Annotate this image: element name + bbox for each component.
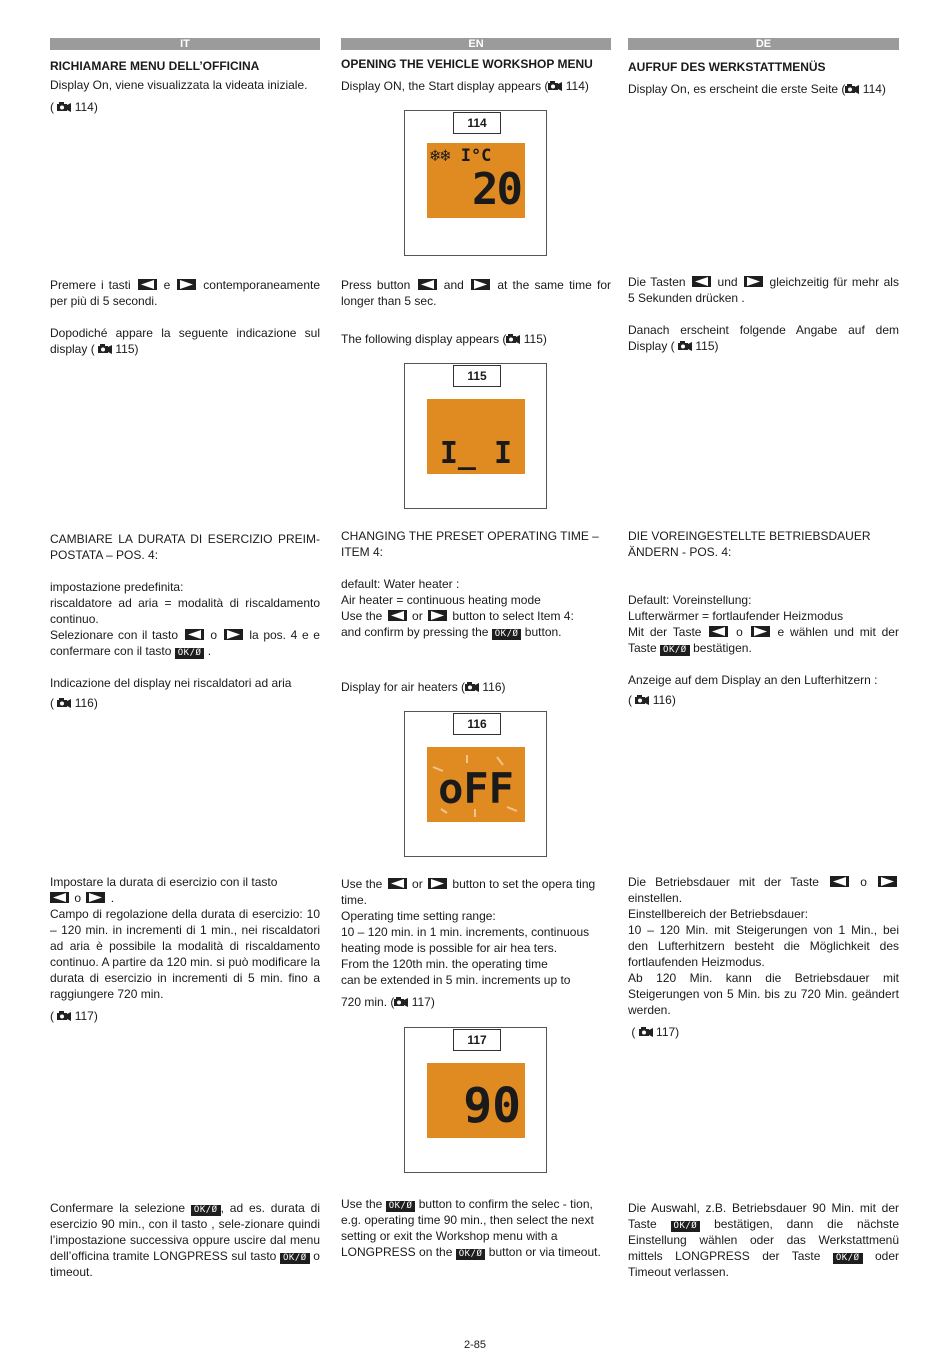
lcd-display [427, 747, 525, 822]
ok-key-icon: OK/Ø [492, 629, 522, 640]
it-ref-line [50, 99, 320, 115]
it-text-a: Premere i tasti [50, 278, 131, 292]
en-text-c: button to set the opera ting time. [341, 877, 596, 907]
left-arrow-key-icon [185, 629, 204, 640]
it-ref-open: ( [50, 696, 54, 710]
en-text [341, 608, 611, 624]
camera-icon [506, 333, 520, 344]
it-text: Impostare la durata di esercizio con il tasto [50, 875, 278, 889]
lcd-status-icons: ❄❄ I°C [430, 146, 492, 166]
camera-icon [98, 343, 112, 354]
en-text-a: Display for air heaters ( [341, 680, 466, 694]
it-text-c: la pos. 4 e e confermare con il tasto [50, 628, 320, 658]
en-ref-115: 115) [523, 332, 547, 346]
ok-key-icon: OK/Ø [833, 1253, 863, 1264]
de-text-d: bestätigen. [693, 641, 752, 655]
right-arrow-key-icon [471, 279, 490, 290]
right-arrow-key-icon [177, 279, 196, 290]
camera-icon [635, 694, 649, 705]
en-text-b: or [412, 609, 423, 623]
de-ref-114: 114) [862, 82, 886, 96]
de-ref-115: 115) [695, 339, 719, 353]
en-text [341, 876, 611, 908]
right-arrow-key-icon [428, 610, 447, 621]
it-text: impostazione predefinita: [50, 580, 184, 594]
figure-label: 114 [453, 112, 501, 134]
de-text: Ab 120 Min. kann die Betriebsdauer mit Steigerungen von 5 Min. bis zu 720 Min. geändert werden. [628, 971, 899, 1017]
it-title-change-time: CAMBIARE LA DURATA DI ESERCIZIO PREIM-POSTATA – POS. 4: [50, 532, 320, 562]
it-ref-open: ( [50, 100, 54, 114]
de-text-a: Die Betriebsdauer mit der Taste [628, 875, 819, 889]
it-ref-line [50, 1008, 320, 1024]
ok-key-icon: OK/Ø [660, 645, 690, 656]
it-text-d: . [207, 644, 212, 658]
en-title-change-time: CHANGING THE PRESET OPERATING TIME – ITEM 4: [341, 529, 599, 559]
lang-header-en: EN [341, 38, 611, 50]
right-arrow-key-icon [878, 876, 897, 887]
de-text [628, 624, 899, 656]
de-text: Einstellbereich der Betriebsdauer: [628, 907, 809, 921]
en-text [341, 994, 611, 1010]
it-section-press-keys [50, 277, 320, 357]
it-ref-115: 115) [115, 342, 139, 356]
lang-header-it: IT [50, 38, 320, 50]
it-section-open-menu [50, 58, 320, 115]
en-text-a: Use the [341, 877, 383, 891]
left-arrow-key-icon [388, 610, 407, 621]
de-text-c: e wählen und mit der Taste [628, 625, 899, 655]
en-text [341, 1196, 611, 1260]
en-ref-117: 117) [411, 995, 435, 1009]
figure-label: 116 [453, 713, 501, 735]
camera-icon [57, 697, 71, 708]
en-text: 10 – 120 min. in 1 min. increments, continuous heating mode is possible for air hea ters. [341, 925, 590, 955]
en-section-change-time [341, 528, 611, 695]
figure-116 [404, 711, 547, 857]
de-text: Anzeige auf dem Display an den Lufterhitzern : [628, 673, 878, 687]
lcd-value: 20 [472, 164, 521, 215]
de-text-a: Display On, es erscheint die erste Seite ( [628, 82, 846, 96]
en-text [341, 624, 611, 640]
de-text-b: o [736, 625, 743, 639]
it-title-open-menu: RICHIAMARE MENU DELL’OFFICINA [50, 59, 260, 73]
de-ref-line [628, 692, 899, 708]
de-section-change-time [628, 528, 899, 708]
en-text-a: Press button [341, 278, 411, 292]
it-text-d: Dopodiché appare la seguente indicazione sul display ( [50, 326, 320, 356]
en-text [341, 78, 611, 94]
left-arrow-key-icon [388, 878, 407, 889]
en-text-c: button or via timeout. [488, 1245, 601, 1259]
de-text-c: einstellen. [628, 891, 683, 905]
it-text-b: e [163, 278, 171, 292]
de-text: Lufterwärmer = fortlaufender Heizmodus [628, 609, 844, 623]
figure-114 [404, 110, 547, 256]
it-ref-open: ( [50, 1009, 54, 1023]
en-text-a: and confirm by pressing the [341, 625, 489, 639]
left-arrow-key-icon [709, 626, 728, 637]
en-text-b: and [443, 278, 464, 292]
right-arrow-key-icon [428, 878, 447, 889]
column-english [341, 38, 611, 1259]
de-text-a: Die Tasten [628, 275, 686, 289]
camera-icon [548, 80, 562, 91]
lcd-display [427, 143, 525, 218]
en-text [341, 679, 611, 695]
de-text-b: bestätigen, dann die nächste Einstellung wählen oder das Werkstattmenü mittels LONGPRESS der Taste [628, 1217, 900, 1263]
lcd-display [427, 1063, 525, 1138]
de-text-b: und [717, 275, 738, 289]
lcd-display [427, 399, 525, 474]
right-arrow-key-icon [744, 276, 763, 287]
de-text-a: Mit der Taste [628, 625, 702, 639]
ok-key-icon: OK/Ø [280, 1253, 310, 1264]
right-arrow-key-icon [224, 629, 243, 640]
de-text-b: o [860, 875, 867, 889]
figure-label: 115 [453, 365, 501, 387]
it-text: Campo di regolazione della durata di esercizio: 10 – 120 min. in incrementi di 1 min., nei riscaldatori ad aria è possibile la modalità di riscaldamento continuo. A partire da 120 min. si può modificare la durata di esercizio in incrementi di 5 min. fino a raggiungere 720 min. [50, 907, 320, 1001]
de-text-d: Danach erscheint folgende Angabe auf dem Display ( [628, 323, 899, 353]
left-arrow-key-icon [692, 276, 711, 287]
de-text-c: oder Timeout verlassen. [628, 1249, 899, 1279]
it-text-b: , ad es. durata di esercizio 90 min., con il tasto , sele-zionare quindi l’impostazione successiva oppure uscire dal menu dell’officina tramite LONGPRESS sul tasto [50, 1201, 320, 1263]
it-ref-line [50, 695, 320, 711]
page-number: 2-85 [463, 1339, 487, 1351]
en-text-d: The following display appears ( [341, 332, 507, 346]
de-ref-117: 117) [656, 1025, 680, 1039]
de-text-a: Die Auswahl, z.B. Betriebsdauer 90 Min. mit der Taste [628, 1201, 899, 1231]
de-text [628, 322, 899, 354]
ok-key-icon: OK/Ø [175, 648, 205, 659]
it-text: Display On, viene visualizzata la videata iniziale. [50, 78, 308, 92]
camera-icon [845, 83, 859, 94]
it-ref-116: 116) [74, 696, 98, 710]
lcd-value: I_ I [439, 436, 513, 471]
en-section-confirm [341, 1196, 611, 1260]
de-ref-116: 116) [652, 693, 676, 707]
lcd-value: 90 [463, 1078, 521, 1134]
en-ref-114: 114) [565, 79, 589, 93]
column-italian [50, 38, 321, 1279]
en-text-a: Use the [341, 1197, 383, 1211]
it-text-a: Selezionare con il tasto [50, 628, 179, 642]
it-ref-117: 117) [74, 1009, 98, 1023]
it-text [50, 277, 320, 309]
de-title-open-menu: AUFRUF DES WERKSTATTMENÜS [628, 60, 826, 74]
en-text-b: button. [524, 625, 562, 639]
en-ref-116: 116) [482, 680, 506, 694]
de-ref-open: ( [628, 693, 632, 707]
it-text: Indicazione del display nei riscaldatori ad aria [50, 676, 292, 690]
de-title-change-time: DIE VOREINGESTELLTE BETRIEBSDAUER ÄNDERN - POS. 4: [628, 529, 871, 559]
de-text: 10 – 120 Min. mit Steigerungen von 1 Min., bei den Lufterhitzern besteht die Möglichkeit des fortlaufenden Heizmodus. [628, 923, 899, 969]
de-text [628, 874, 899, 906]
de-text [628, 81, 899, 97]
camera-icon [639, 1026, 653, 1037]
it-text [50, 325, 320, 357]
en-text: Operating time setting range: [341, 909, 496, 923]
ok-key-icon: OK/Ø [456, 1249, 486, 1260]
it-text [50, 890, 320, 906]
de-section-set-time [628, 874, 899, 1040]
lang-header-de: DE [628, 38, 899, 50]
ok-key-icon: OK/Ø [386, 1201, 416, 1212]
left-arrow-key-icon [418, 279, 437, 290]
en-text-a: 720 min. ( [341, 995, 395, 1009]
camera-icon [465, 681, 479, 692]
de-text [628, 1200, 899, 1280]
it-section-set-time [50, 874, 320, 1024]
camera-icon [394, 996, 408, 1007]
de-ref-open: ( [631, 1025, 636, 1039]
right-arrow-key-icon [751, 626, 770, 637]
de-section-open-menu [628, 59, 899, 97]
it-text-c: o timeout. [50, 1249, 320, 1279]
figure-117 [404, 1027, 547, 1173]
en-text-b: button to confirm the selec - tion, e.g. operating time 90 min., then select the next setting or exit the Workshop menu with a LONGPRESS on the [341, 1197, 594, 1259]
ok-key-icon: OK/Ø [191, 1205, 221, 1216]
en-text [341, 331, 611, 347]
de-text [628, 274, 899, 306]
en-text-c: at the same time for longer than 5 sec. [341, 278, 611, 308]
camera-icon [57, 1010, 71, 1021]
en-text-a: Display ON, the Start display appears ( [341, 79, 549, 93]
de-section-press-keys [628, 274, 899, 354]
de-text: Default: Voreinstellung: [628, 593, 752, 607]
right-arrow-key-icon [86, 892, 105, 903]
left-arrow-key-icon [50, 892, 69, 903]
en-text: From the 120th min. the operating time [341, 957, 548, 971]
it-text [50, 627, 320, 659]
figure-115 [404, 363, 547, 509]
en-text [341, 277, 611, 309]
left-arrow-key-icon [830, 876, 849, 887]
it-text-b: o [210, 628, 218, 642]
camera-icon [678, 340, 692, 351]
it-text-b: o [74, 891, 82, 905]
de-section-confirm [628, 1200, 899, 1280]
left-arrow-key-icon [138, 279, 157, 290]
column-german [628, 38, 900, 1279]
de-text-c: gleichzeitig für mehr als 5 Sekunden drücken . [628, 275, 899, 305]
camera-icon [57, 101, 71, 112]
lcd-value: oFF [438, 764, 514, 813]
en-text-c: button to select Item 4: [452, 609, 574, 623]
en-text: can be extended in 5 min. increments up to [341, 973, 571, 987]
ok-key-icon: OK/Ø [671, 1221, 701, 1232]
en-text: default: Water heater : [341, 577, 460, 591]
en-text: Air heater = continuous heating mode [341, 593, 541, 607]
figure-label: 117 [453, 1029, 501, 1051]
de-ref-line [628, 1024, 899, 1040]
it-section-change-time [50, 531, 320, 711]
it-text: riscaldatore ad aria = modalità di riscaldamento continuo. [50, 596, 320, 626]
en-section-set-time [341, 876, 611, 1010]
en-section-open-menu [341, 56, 611, 94]
it-text [50, 1200, 320, 1280]
it-text-d: . [110, 891, 115, 905]
en-text-b: or [412, 877, 423, 891]
en-title-open-menu: OPENING THE VEHICLE WORKSHOP MENU [341, 57, 593, 71]
it-ref-114: 114) [74, 100, 98, 114]
it-section-confirm [50, 1200, 320, 1280]
en-section-press-keys [341, 277, 611, 347]
it-text-c: contemporaneamente per più di 5 secondi. [50, 278, 321, 308]
it-text-a: Confermare la selezione [50, 1201, 186, 1215]
en-text-a: Use the [341, 609, 383, 623]
